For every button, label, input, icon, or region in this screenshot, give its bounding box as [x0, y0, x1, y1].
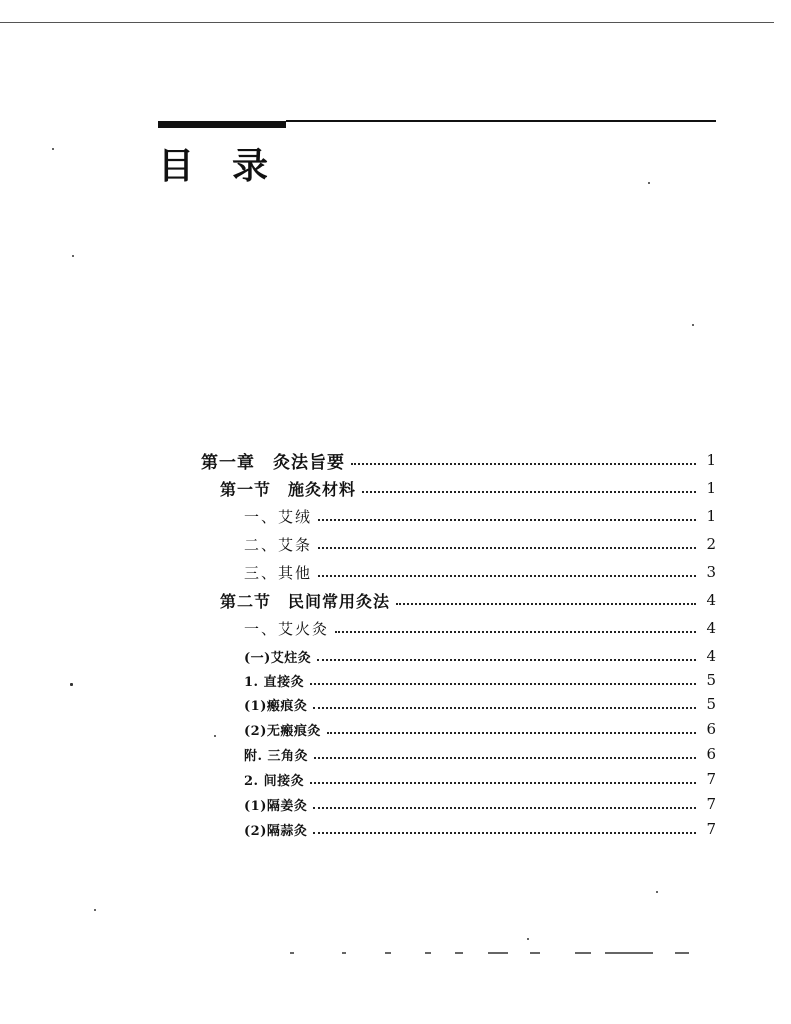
toc-entry[interactable]	[244, 667, 716, 693]
toc-entry-page-number: 5	[706, 695, 716, 713]
dot-leader	[396, 601, 696, 605]
toc-entry-label: 1. 直接灸	[244, 674, 305, 690]
toc-entry-page-number: 7	[706, 795, 716, 813]
toc-entry[interactable]	[244, 503, 716, 529]
scan-speck	[527, 938, 529, 940]
dot-leader	[351, 461, 696, 465]
dot-leader	[362, 489, 696, 493]
toc-entry[interactable]	[244, 766, 716, 792]
toc-entry[interactable]	[244, 531, 716, 557]
toc-entry-page-number: 7	[706, 770, 716, 788]
toc-entry-page-number: 5	[706, 671, 716, 689]
toc-entry-page-number: 1	[706, 507, 716, 525]
dot-leader	[313, 705, 696, 709]
toc-entry-page-number: 3	[706, 563, 716, 581]
scan-speck	[214, 735, 216, 737]
toc-entry-label: 第一章 灸法旨要	[201, 452, 345, 473]
scan-speck	[656, 891, 658, 893]
toc-entry[interactable]	[244, 816, 716, 842]
title-bar-thick	[158, 121, 286, 128]
dot-leader	[335, 629, 696, 633]
toc-entry-page-number: 4	[706, 591, 716, 609]
toc-entry-section-2[interactable]	[220, 587, 716, 613]
toc-entry[interactable]	[244, 691, 716, 717]
toc-entry[interactable]	[244, 741, 716, 767]
toc-entry-page-number: 6	[706, 745, 716, 763]
dot-leader	[327, 730, 696, 734]
dot-leader	[310, 780, 696, 784]
toc-entry-label: 第二节 民间常用灸法	[220, 591, 391, 611]
toc-entry-label: 三、其他	[244, 563, 313, 582]
toc-entry-chapter-1[interactable]	[201, 447, 716, 473]
scan-speck	[94, 909, 96, 911]
toc-entry-label: (1)隔姜灸	[244, 798, 308, 814]
scan-speck	[692, 324, 694, 326]
toc-entry-page-number: 7	[706, 820, 716, 838]
scan-speck	[72, 255, 74, 257]
toc-entry-page-number: 4	[706, 647, 716, 665]
scan-speck	[70, 683, 73, 686]
toc-entry[interactable]	[244, 615, 716, 641]
toc-entry[interactable]	[244, 716, 716, 742]
toc-entry-section-1[interactable]	[220, 475, 716, 501]
title-bar-thin	[286, 120, 716, 122]
toc-entry-label: 2. 间接灸	[244, 773, 305, 789]
page-title: 目录	[158, 146, 307, 187]
scan-bottom-noise	[60, 952, 710, 956]
dot-leader	[314, 755, 696, 759]
toc-entry-page-number: 6	[706, 720, 716, 738]
toc-entry[interactable]	[244, 791, 716, 817]
dot-leader	[318, 517, 696, 521]
toc-entry-page-number: 4	[706, 619, 716, 637]
dot-leader	[318, 545, 696, 549]
toc-entry-label: 附. 三角灸	[244, 748, 309, 764]
toc-entry-page-number: 1	[706, 479, 716, 497]
scan-speck	[52, 148, 54, 150]
scan-speck	[648, 182, 650, 184]
toc-entry-label: 二、艾条	[244, 535, 313, 554]
toc-entry-label: 一、艾绒	[244, 507, 313, 526]
dot-leader	[313, 830, 696, 834]
dot-leader	[310, 681, 696, 685]
dot-leader	[317, 657, 696, 661]
toc-entry-page-number: 2	[706, 535, 716, 553]
toc-entry-label: 一、艾火灸	[244, 619, 330, 638]
toc-entry-label: (2)隔蒜灸	[244, 823, 308, 839]
toc-entry[interactable]	[244, 559, 716, 585]
dot-leader	[313, 805, 696, 809]
toc-entry-label: 第一节 施灸材料	[220, 479, 357, 499]
toc-entry-page-number: 1	[706, 451, 716, 469]
dot-leader	[318, 573, 696, 577]
toc-entry-label: (1)瘢痕灸	[244, 698, 308, 714]
toc-entry-label: (一)艾炷灸	[244, 650, 312, 666]
toc-entry[interactable]	[244, 643, 716, 669]
toc-entry-label: (2)无瘢痕灸	[244, 723, 321, 739]
page-top-rule	[0, 22, 774, 23]
